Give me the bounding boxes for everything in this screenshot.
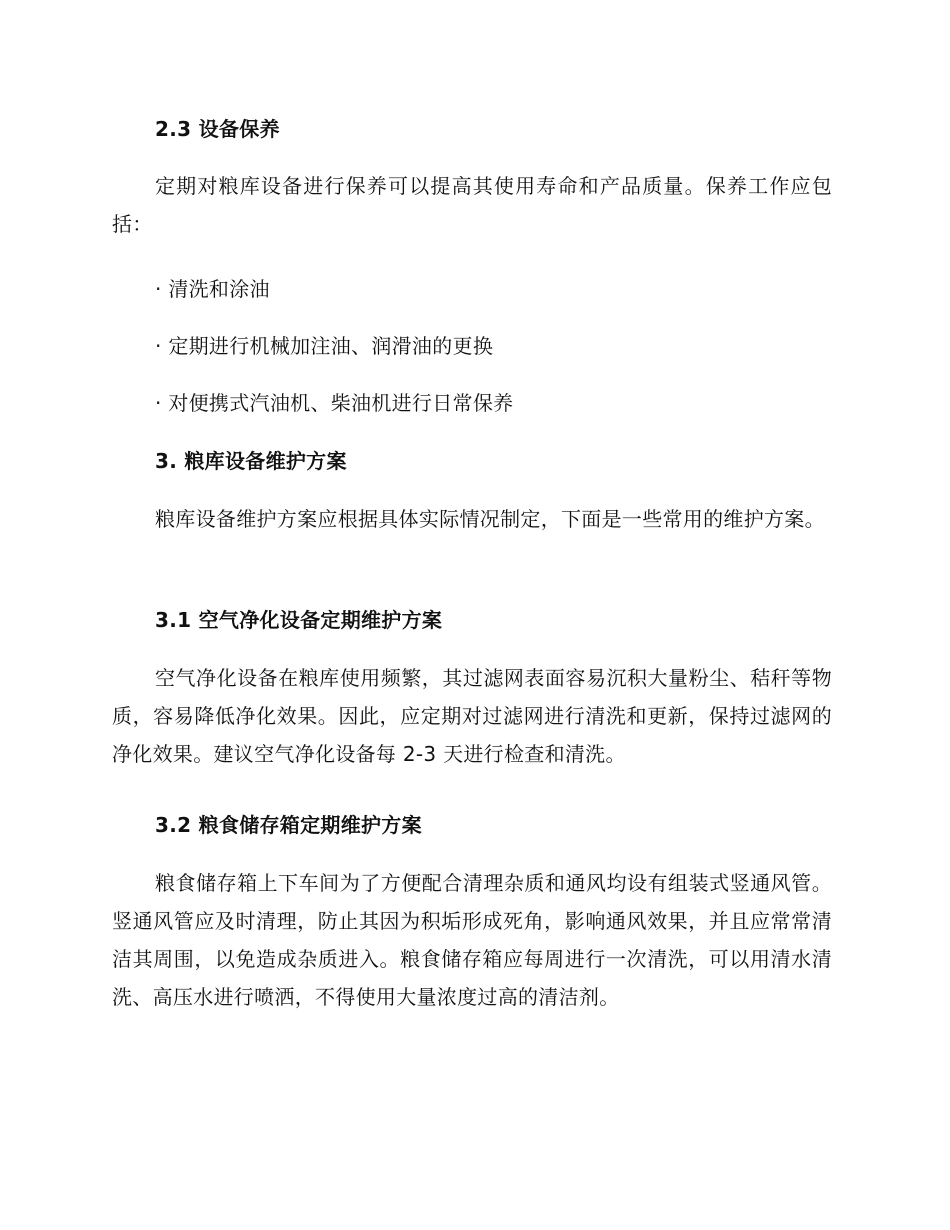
bullet-item-lubrication: · 定期进行机械加注油、润滑油的更换 bbox=[155, 334, 494, 358]
paragraph-storage-bin: 粮食储存箱上下车间为了方便配合清理杂质和通风均设有组装式竖通风管。竖通风管应及时清理，防止其因为积垢形成死角，影响通风效果，并且应常常清洁其周围，以免造成杂质进入。粮食储存箱应每周进行一次清洗，可以用清水清洗、高压水进行喷洒，不得使用大量浓度过高的清洁剂。 bbox=[112, 871, 832, 1009]
section-heading-3: 3. 粮库设备维护方案 bbox=[155, 449, 347, 473]
section-heading-3-2: 3.2 粮食储存箱定期维护方案 bbox=[155, 813, 422, 837]
section-heading-2-3: 2.3 设备保养 bbox=[155, 117, 280, 141]
bullet-item-cleaning-oiling: · 清洗和涂油 bbox=[155, 277, 270, 301]
paragraph-maintenance-intro: 定期对粮库设备进行保养可以提高其使用寿命和产品质量。保养工作应包括： bbox=[112, 174, 832, 236]
paragraph-maintenance-plan: 粮库设备维护方案应根据具体实际情况制定，下面是一些常用的维护方案。 bbox=[155, 507, 825, 531]
paragraph-air-purifier: 空气净化设备在粮库使用频繁，其过滤网表面容易沉积大量粉尘、秸秆等物质，容易降低净化效果。因此，应定期对过滤网进行清洗和更新，保持过滤网的净化效果。建议空气净化设备每 2-3 天进行检查和清洗。 bbox=[112, 666, 832, 766]
section-heading-3-1: 3.1 空气净化设备定期维护方案 bbox=[155, 608, 443, 632]
bullet-item-engine-care: · 对便携式汽油机、柴油机进行日常保养 bbox=[155, 391, 514, 415]
